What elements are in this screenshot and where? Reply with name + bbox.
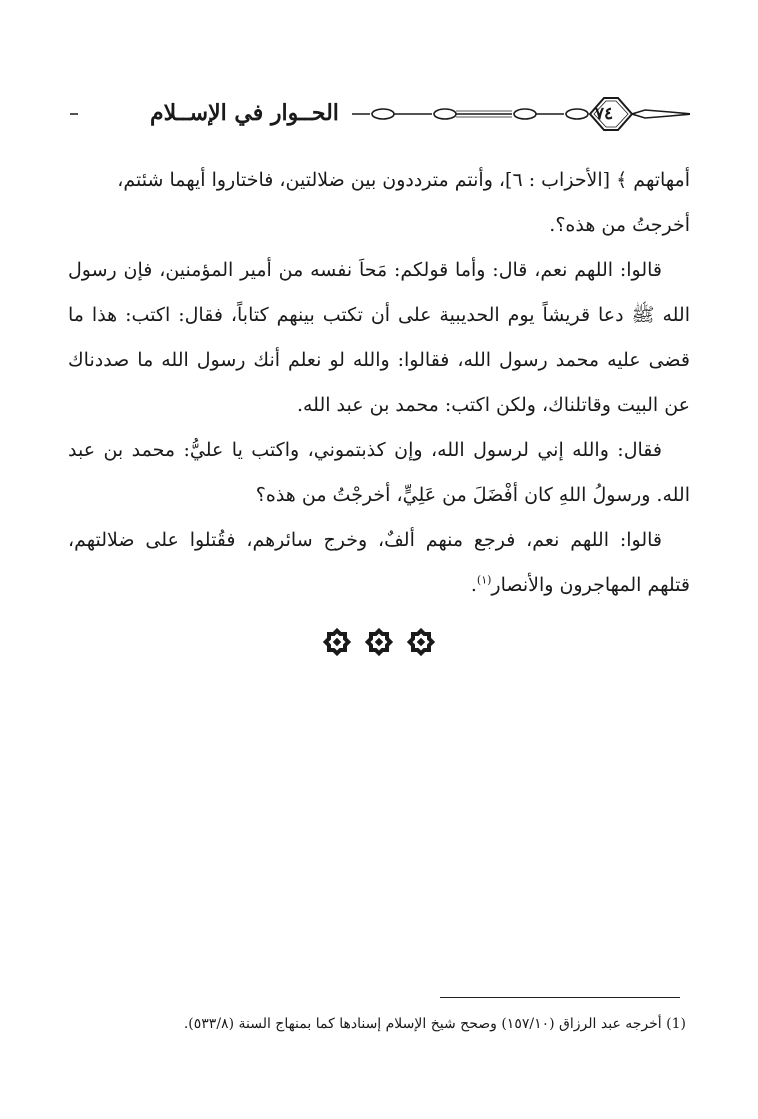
paragraph-3: فقال: والله إني لرسول الله، وإن كذبتموني، واكتب يا عليُّ: محمد بن عبد الله. ورسولُ اللهِ كان أفْضَلَ من عَلِيٍّ، أخرجْتُ من هذه؟ [68, 439, 690, 506]
paragraph-1-line-2: أخرجتُ من هذه؟. [549, 214, 690, 236]
paragraph-4 [68, 518, 690, 608]
paragraph-2: قالوا: اللهم نعم، قال: وأما قولكم: مَحاَ نفسه من أمير المؤمنين، فإن رسول الله ﷺ دعا قريشاً يوم الحديبية على أن تكتب بينهم كتاباً، فقال: اكتب: هذا ما قضى عليه محمد رسول الله، فقالوا: والله لو نعلم أنك رسول الله ما صددناك عن البيت وقاتلناك، ولكن اكتب: محمد بن عبد الله. [68, 259, 690, 416]
octagram-ornament-icon [404, 625, 438, 659]
paragraph-4-end: . [470, 574, 477, 596]
footnote-separator [440, 997, 680, 998]
footnote: (1) أخرجه عبد الرزاق (١٥٧/١٠) وصحح شيخ الإسلام إسنادها كما بمنهاج السنة (٥٣٣/٨). [183, 1016, 686, 1032]
octagram-ornament-icon [362, 625, 396, 659]
main-text [68, 158, 690, 608]
octagram-ornament-icon [320, 625, 354, 659]
running-title: الحــوار في الإســلام [150, 100, 339, 126]
paragraph-1-line-1: أمهاتهم ﴾ [الأحزاب : ٦]، وأنتم مترددون بين ضلالتين، فاختاروا أيهما شئتم، [117, 169, 690, 191]
page-header [70, 92, 690, 142]
footnote-reference[interactable]: (١) [476, 573, 492, 587]
page-number: ٧٤ [594, 104, 614, 124]
paragraph-4-text: قالوا: اللهم نعم، فرجع منهم ألفٌ، وخرج سائرهم، فقُتلوا على ضلالتهم، قتلهم المهاجرون والأنصار [68, 529, 690, 596]
paragraph-1 [68, 158, 690, 248]
section-end-ornament [0, 625, 758, 665]
